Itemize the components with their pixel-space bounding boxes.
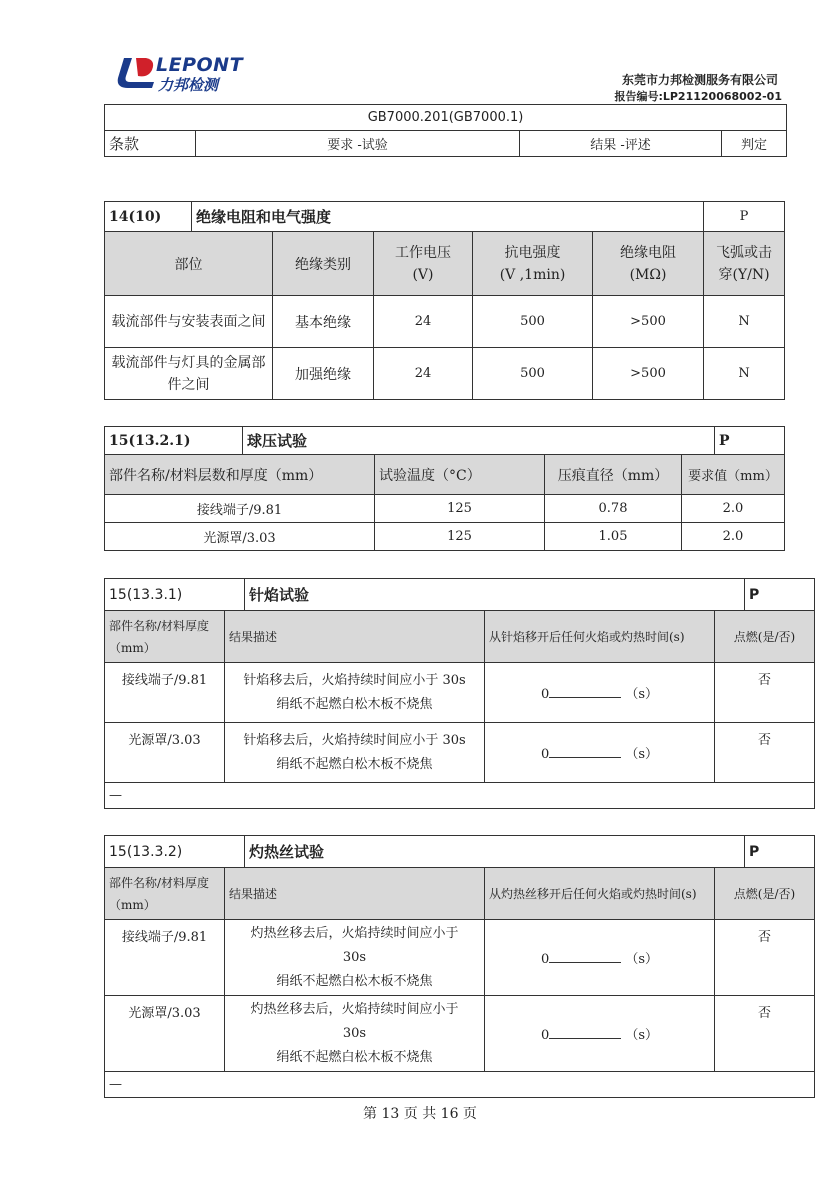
company-logo bbox=[112, 52, 262, 96]
table-row bbox=[105, 920, 815, 996]
result-line-1: 灼热丝移去后，火焰持续时间应小于 bbox=[250, 1001, 459, 1017]
standard-title-table bbox=[104, 104, 787, 157]
result-line-1: 针焰移去后，火焰持续时间应小于 30s bbox=[243, 672, 466, 688]
cell-temp: 125 bbox=[375, 523, 545, 551]
cell-part: 接线端子/9.81 bbox=[105, 495, 375, 523]
cell-ignition: 否 bbox=[715, 996, 815, 1072]
result-line-1: 灼热丝移去后，火焰持续时间应小于 bbox=[250, 925, 459, 941]
section-ball-pressure-table bbox=[104, 426, 785, 551]
header-working-voltage: 工作电压 (V) bbox=[374, 232, 473, 296]
table-row bbox=[105, 523, 785, 551]
section-verdict: P bbox=[704, 202, 785, 232]
header-required-value: 要求值（mm） bbox=[682, 455, 785, 495]
cell-result bbox=[225, 920, 485, 996]
section-verdict: P bbox=[745, 579, 815, 611]
cell-insulation-type: 基本绝缘 bbox=[273, 296, 374, 348]
header-indent-diameter: 压痕直径（mm） bbox=[545, 455, 682, 495]
section-title: 绝缘电阻和电气强度 bbox=[192, 202, 704, 232]
header-part-thickness: 部件名称/材料厚度（mm） bbox=[105, 868, 225, 920]
company-name: 东莞市力邦检测服务有限公司 bbox=[621, 73, 778, 87]
cell-required: 2.0 bbox=[682, 523, 785, 551]
standard-number: GB7000.201(GB7000.1) bbox=[105, 105, 787, 131]
cell-voltage: 24 bbox=[374, 348, 473, 400]
time-value: 0 bbox=[540, 747, 550, 762]
cell-strength: 500 bbox=[473, 296, 593, 348]
table-row bbox=[105, 348, 785, 400]
cell-part: 光源罩/3.03 bbox=[105, 723, 225, 783]
header-part: 部位 bbox=[105, 232, 273, 296]
cell-part: 接线端子/9.81 bbox=[105, 663, 225, 723]
time-unit: （s） bbox=[625, 1028, 659, 1043]
section-clause: 14(10) bbox=[105, 202, 192, 232]
cell-part: 接线端子/9.81 bbox=[105, 920, 225, 996]
section-needle-flame-table bbox=[104, 578, 815, 809]
cell-diameter: 0.78 bbox=[545, 495, 682, 523]
header-part-material: 部件名称/材料层数和厚度（mm） bbox=[105, 455, 375, 495]
header-ignition: 点燃(是/否) bbox=[715, 611, 815, 663]
time-unit: （s） bbox=[625, 747, 659, 762]
time-value: 0 bbox=[540, 952, 550, 967]
section-clause: 15(13.2.1) bbox=[105, 427, 243, 455]
time-unit: （s） bbox=[625, 687, 659, 702]
section-title: 球压试验 bbox=[243, 427, 715, 455]
cell-strength: 500 bbox=[473, 348, 593, 400]
section-verdict: P bbox=[715, 427, 785, 455]
cell-ignition: 否 bbox=[715, 663, 815, 723]
result-line-3: 绢纸不起燃白松木板不烧焦 bbox=[276, 973, 433, 989]
header-test-temp: 试验温度（°C） bbox=[375, 455, 545, 495]
time-unit: （s） bbox=[625, 952, 659, 967]
cell-ignition: 否 bbox=[715, 920, 815, 996]
section-footer: — bbox=[105, 1072, 815, 1098]
cell-part: 光源罩/3.03 bbox=[105, 996, 225, 1072]
logo-chinese: 力邦检测 bbox=[158, 76, 219, 94]
cell-flame-time bbox=[485, 996, 715, 1072]
lepont-logo-icon bbox=[112, 54, 158, 94]
cell-insulation-type: 加强绝缘 bbox=[273, 348, 374, 400]
section-clause: 15(13.3.2) bbox=[105, 836, 245, 868]
cell-part: 载流部件与安装表面之间 bbox=[105, 296, 273, 348]
table-row bbox=[105, 495, 785, 523]
cell-resistance: >500 bbox=[593, 348, 704, 400]
section-title: 针焰试验 bbox=[245, 579, 745, 611]
time-value: 0 bbox=[540, 687, 550, 702]
cell-temp: 125 bbox=[375, 495, 545, 523]
section-footer: — bbox=[105, 783, 815, 809]
cell-flashover: N bbox=[704, 348, 785, 400]
cell-part: 载流部件与灯具的金属部件之间 bbox=[105, 348, 273, 400]
time-value: 0 bbox=[540, 1028, 550, 1043]
table-row bbox=[105, 296, 785, 348]
header-flame-time: 从灼热丝移开后任何火焰或灼热时间(s) bbox=[485, 868, 715, 920]
header-flame-time: 从针焰移开后任何火焰或灼热时间(s) bbox=[485, 611, 715, 663]
section-glow-wire-table bbox=[104, 835, 815, 1098]
col-requirement-header: 要求 -试验 bbox=[196, 131, 520, 157]
cell-diameter: 1.05 bbox=[545, 523, 682, 551]
result-line-2: 30s bbox=[342, 949, 367, 965]
cell-resistance: >500 bbox=[593, 296, 704, 348]
result-line-2: 绢纸不起燃白松木板不烧焦 bbox=[276, 756, 433, 772]
header-flashover: 飞弧或击 穿(Y/N) bbox=[704, 232, 785, 296]
cell-part: 光源罩/3.03 bbox=[105, 523, 375, 551]
col-verdict-header: 判定 bbox=[722, 131, 787, 157]
cell-result bbox=[225, 996, 485, 1072]
header-ignition: 点燃(是/否) bbox=[715, 868, 815, 920]
col-result-header: 结果 -评述 bbox=[520, 131, 722, 157]
result-line-1: 针焰移去后，火焰持续时间应小于 30s bbox=[243, 732, 466, 748]
cell-flashover: N bbox=[704, 296, 785, 348]
section-title: 灼热丝试验 bbox=[245, 836, 745, 868]
col-clause-header: 条款 bbox=[105, 131, 196, 157]
header-result-desc: 结果描述 bbox=[225, 611, 485, 663]
header-electric-strength: 抗电强度 (V ,1min) bbox=[473, 232, 593, 296]
page-number: 第 13 页 共 16 页 bbox=[363, 1106, 477, 1122]
result-line-2: 绢纸不起燃白松木板不烧焦 bbox=[276, 696, 433, 712]
header-insulation-type: 绝缘类别 bbox=[273, 232, 374, 296]
cell-result bbox=[225, 663, 485, 723]
header-result-desc: 结果描述 bbox=[225, 868, 485, 920]
result-line-2: 30s bbox=[342, 1025, 367, 1041]
report-number: 报告编号:LP21120068002-01 bbox=[614, 90, 782, 103]
table-row bbox=[105, 723, 815, 783]
cell-flame-time bbox=[485, 920, 715, 996]
table-row bbox=[105, 996, 815, 1072]
result-line-3: 绢纸不起燃白松木板不烧焦 bbox=[276, 1049, 433, 1065]
section-verdict: P bbox=[745, 836, 815, 868]
cell-required: 2.0 bbox=[682, 495, 785, 523]
cell-result bbox=[225, 723, 485, 783]
header-insulation-resistance: 绝缘电阻 (MΩ) bbox=[593, 232, 704, 296]
cell-ignition: 否 bbox=[715, 723, 815, 783]
section-clause: 15(13.3.1) bbox=[105, 579, 245, 611]
header-part-thickness: 部件名称/材料厚度（mm） bbox=[105, 611, 225, 663]
cell-flame-time bbox=[485, 723, 715, 783]
table-row bbox=[105, 663, 815, 723]
section-insulation-table bbox=[104, 201, 785, 400]
cell-voltage: 24 bbox=[374, 296, 473, 348]
cell-flame-time bbox=[485, 663, 715, 723]
logo-name: LEPONT bbox=[156, 54, 244, 76]
